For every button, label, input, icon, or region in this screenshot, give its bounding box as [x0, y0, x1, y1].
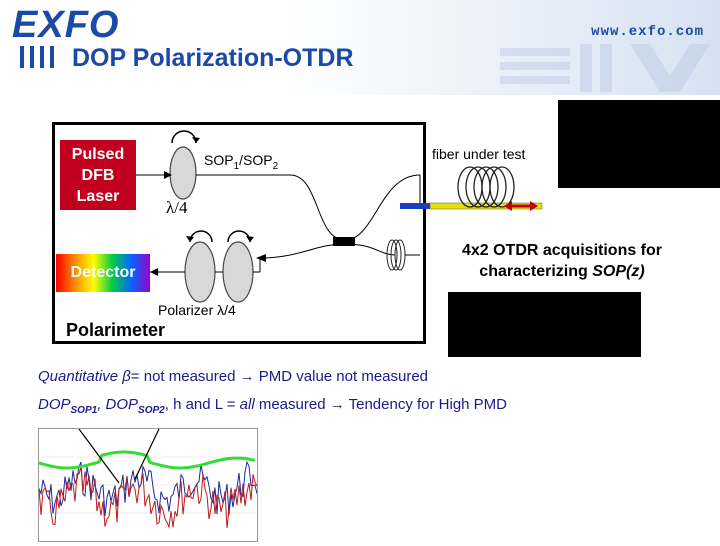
trace-blue: [39, 462, 257, 516]
acq-line2-pre: characterizing: [479, 263, 593, 280]
fiber-under-test-label: fiber under test: [432, 146, 526, 162]
acq-line2-em: SOP(z): [592, 263, 645, 280]
quantitative-beta-em: Quantitative β: [38, 368, 131, 385]
dop-b-sub: SOP2: [138, 405, 165, 416]
detector: Detector: [56, 254, 150, 292]
dop-a-sub: SOP1: [70, 405, 98, 416]
page-title: DOP Polarization-OTDR: [72, 44, 354, 72]
polarizer-plate: [185, 242, 215, 302]
dop-c: , h and L =: [164, 396, 240, 413]
sop-text: SOP: [204, 152, 234, 168]
dop-line: [38, 396, 507, 416]
dop-e: measured → Tendency for High PMD: [254, 396, 508, 413]
fiber-under-test-coil: [458, 167, 514, 207]
quantitative-beta-line: [38, 368, 428, 385]
waveplate-bottom: [223, 242, 253, 302]
fiber-coil-small: [387, 240, 405, 270]
exfo-logo: EXFO: [12, 4, 120, 46]
website-url[interactable]: www.exfo.com: [591, 24, 704, 40]
quantitative-beta-rest: = not measured → PMD value not measured: [130, 368, 429, 385]
rotation-arrow-top: [172, 131, 196, 143]
dop-a: DOP: [38, 396, 71, 413]
dop-d: all: [239, 396, 255, 413]
polarimeter-label: Polarimeter: [66, 320, 166, 340]
polarizer-label: Polarizer λ/4: [158, 302, 236, 318]
sop-sub2: 2: [272, 160, 279, 172]
waveplate-top: [170, 147, 196, 199]
dop-b: , DOP: [97, 396, 139, 413]
trace-svg: [39, 429, 257, 541]
acq-line1: 4x2 OTDR acquisitions for: [461, 242, 663, 259]
pulsed-dfb-laser: Pulsed DFB Laser: [60, 140, 136, 210]
dop-trace-plot: [38, 428, 258, 542]
sop-sub1: 1: [233, 160, 240, 172]
lambda-quarter-label: λ/4: [166, 198, 188, 217]
sop-sep: /SOP: [239, 152, 273, 168]
